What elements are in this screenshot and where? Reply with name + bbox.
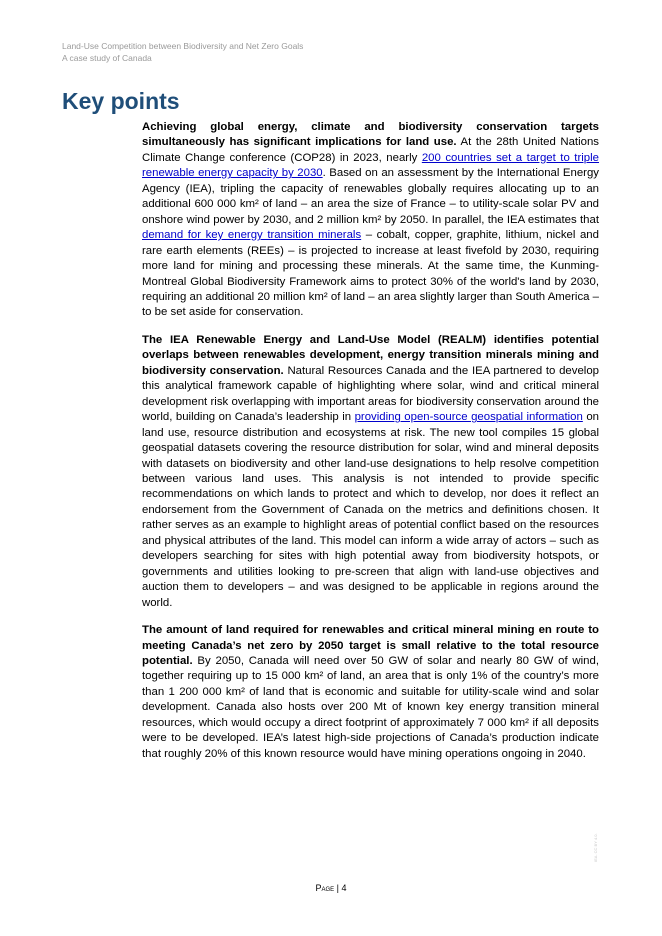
paragraph-text: By 2050, Canada will need over 50 GW of solar and nearly 80 GW of wind, together requiring up to 15 000 km² of land, an area that is only 1% of the country’s more than 1 200 000 km² of land that is economic and suitable for utility-scale wind and solar development. Canada also hosts over 200 Mt of known key energy transition mineral resources, which would occupy a direct footprint of approximately 7 000 km² if all deposits were to be developed. IEA’s latest high-side projections of Canada’s production indicate that roughly 20% of this known resource would have mining operations ongoing in 2040. <box>142 654 599 760</box>
page-label: Page <box>315 883 335 893</box>
page-separator: | <box>334 883 342 893</box>
paragraph-canada-land-requirement <box>142 623 599 762</box>
paragraph-text: At the 28th United Nations Climate Change conference (COP28) in 2023, nearly <box>142 136 599 164</box>
paragraph-text: on land use, resource distribution and ecosystems at risk. The new tool compiles 15 global geospatial datasets covering the resource distribution for solar, wind and mineral deposits with datasets on biodiversity and other land-use designations to help resolve competition between various land uses. This analysis is not intended to provide specific recommendations on which lands to protect and which to develop, nor does it reflect an endorsement from the Government of Canada on the metrics and definitions chosen. It rather serves as an example to highlight areas of potential conflict based on the resources and physical attributes of the land. This model can inform a wide array of actors – such as developers searching for sites with high potential away from biodiversity hotspots, or governments and utilities looking to pre-screen that align with land-use objectives and auction them to developers – and was designed to be applicable in regions around the world. <box>142 411 599 609</box>
header-report-subtitle: A case study of Canada <box>62 53 152 63</box>
paragraph-text: . Based on an assessment by the International Energy Agency (IEA), tripling the capacity of renewables globally requires allocating up to an additional 600 000 km² of land – an area the size of France – to utility-scale solar PV and onshore wind power by 2030, and 2 million km² by 2050. In parallel, the IEA estimates that <box>142 167 600 226</box>
paragraph-text: – cobalt, copper, graphite, lithium, nickel and rare earth elements (REEs) – is projected to increase at least fivefold by 2030, requiring more land for mining and processing these minerals. At the same time, the Kunming-Montreal Global Biodiversity Framework aims to protect 30% of the world's land by 2030, requiring an additional 20 million km² of land – an area slightly larger than South America – to be set aside for conservation. <box>142 229 599 319</box>
paragraph-lead: The IEA Renewable Energy and Land-Use Model (REALM) identifies potential overlaps between renewables development, energy transition minerals mining and biodiversity conservation. <box>142 333 599 377</box>
license-mark: IEA. CC BY 4.0. <box>593 833 598 862</box>
header-report-title: Land-Use Competition between Biodiversity and Net Zero Goals <box>62 41 304 51</box>
paragraph-text: Natural Resources Canada and the IEA partnered to develop this analytical framework capable of highlighting where solar, wind and critical mineral development risk overlapping with important areas for biodiversity conservation around the world, building on Canada’s leadership in <box>142 364 599 424</box>
page-title: Key points <box>62 88 180 114</box>
paragraph-realm-model <box>142 333 599 611</box>
paragraph-lead: Achieving global energy, climate and biodiversity conservation targets simultaneously has significant implications for land use. <box>142 121 599 149</box>
link-cop28-renewables-target[interactable]: 200 countries set a target to triple renewable energy capacity by 2030 <box>142 151 599 180</box>
running-header <box>62 40 303 64</box>
key-points-body <box>142 120 599 774</box>
paragraph-land-use-targets <box>142 120 599 321</box>
page-footer <box>0 883 662 893</box>
page-number: 4 <box>341 883 347 893</box>
paragraph-lead: The amount of land required for renewables and critical mineral mining en route to meeting Canada’s net zero by 2050 target is small relative to the total resource potential. <box>142 624 599 667</box>
link-open-source-geospatial[interactable]: providing open-source geospatial information <box>354 411 583 424</box>
link-critical-minerals-demand[interactable]: demand for key energy transition minerals <box>142 229 362 242</box>
